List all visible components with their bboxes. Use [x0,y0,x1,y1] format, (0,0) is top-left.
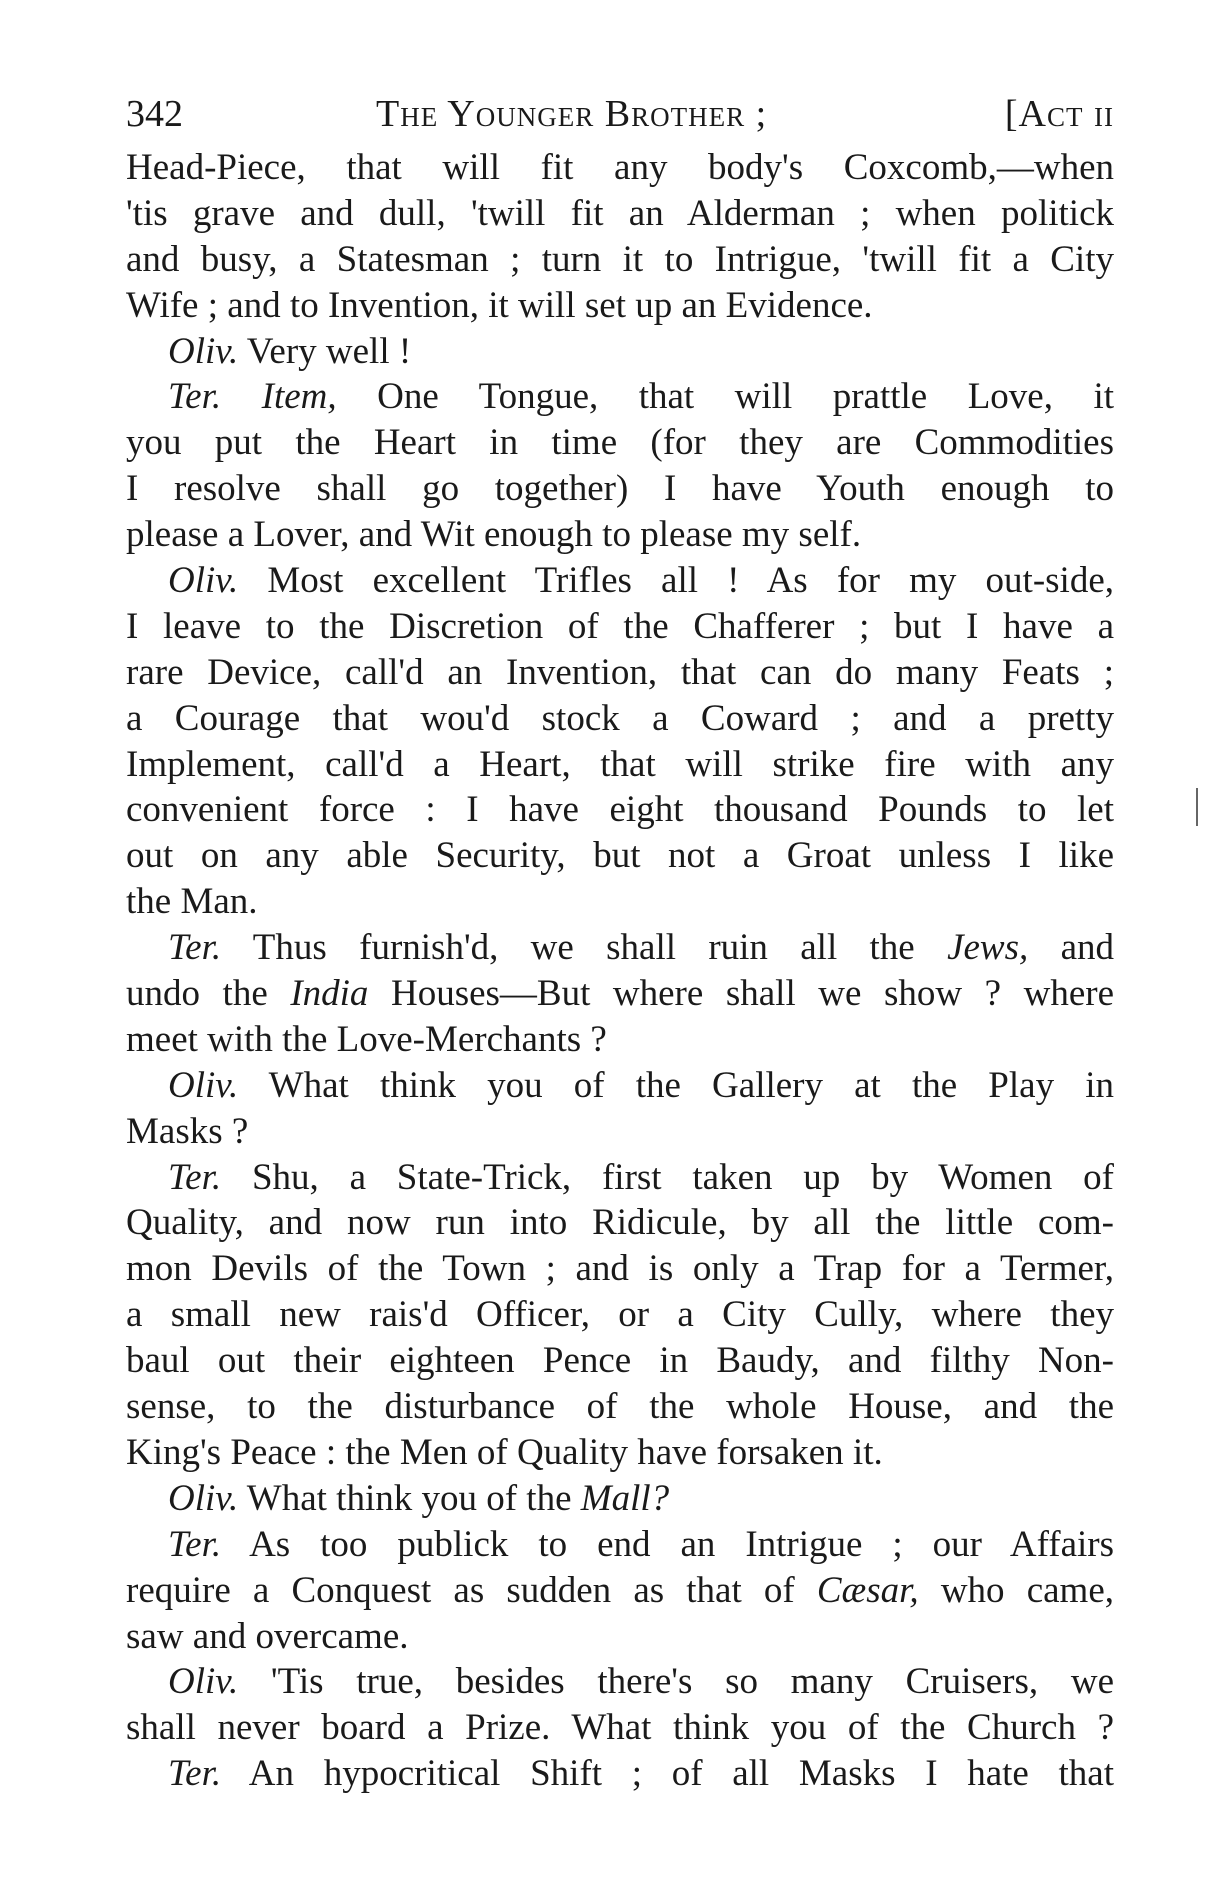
text-line [126,696,1114,742]
text-line [126,1109,1114,1155]
italic-text: Ter. [168,927,222,969]
text-line [126,1292,1114,1338]
text-run: you put the Heart in time (for they are Commodities [126,422,1114,464]
act-label: [Act ii [1004,93,1114,135]
text-line [126,879,1114,925]
text-run: sense, to the disturbance of the whole House, and the [126,1386,1114,1428]
text-run: and busy, a Statesman ; turn it to Intrigue, 'twill fit a City [126,238,1114,280]
text-run: saw and overcame. [126,1615,409,1657]
text-line [126,1430,1114,1476]
text-run: What think you of the Gallery at the Play in [238,1064,1114,1106]
italic-text: Oliv. [168,1477,239,1519]
italic-text: Ter. [168,1753,222,1795]
text-run: Thus furnish'd, we shall ruin all the [221,927,948,969]
running-header [126,92,1114,144]
text-run: require a Conquest as sudden as that of [126,1569,817,1611]
text-line [126,604,1114,650]
text-run: Masks ? [126,1110,249,1152]
italic-text: Ter. [168,376,222,418]
text-run: who came, [918,1569,1114,1611]
text-run: Quality, and now run into Ridicule, by all the little com- [126,1202,1114,1244]
text-run: One Tongue, that will prattle Love, it [336,376,1115,418]
text-run: convenient force : I have eight thousand Pounds to let [126,789,1114,831]
text-run: Very well ! [238,330,412,372]
text-line [126,1522,1114,1568]
italic-text: Cæsar, [816,1569,919,1611]
text-line [126,191,1114,237]
text-run: please a Lover, and Wit enough to please my self. [126,514,862,556]
running-title: The Younger Brother ; [376,93,768,135]
text-run: out on any able Security, but not a Groat unless I like [126,835,1114,877]
text-line [126,1246,1114,1292]
text-run: the Man. [126,881,258,923]
text-line [126,283,1114,329]
text-run: As too publick to end an Intrigue ; our Affairs [221,1523,1114,1565]
play-text [126,145,1114,1797]
italic-text: Oliv. [168,1661,239,1703]
text-run: What think you of the [238,1477,581,1519]
italic-text: Ter. [168,1156,222,1198]
text-run: baul out their eighteen Pence in Baudy, and filthy Non- [126,1340,1114,1382]
text-run: Shu, a State-Trick, first taken up by Women of [221,1156,1114,1198]
text-run: 'Tis true, besides there's so many Cruisers, we [238,1661,1114,1703]
text-run: An hypocritical Shift ; of all Masks I hate that [221,1753,1114,1795]
text-run: I resolve shall go together) I have Youth enough to [126,468,1114,510]
text-line [126,1476,1114,1522]
text-line [126,374,1114,420]
text-run: rare Device, call'd an Invention, that can do many Feats ; [126,651,1114,693]
italic-text: Item, [261,376,337,418]
text-line [126,650,1114,696]
italic-text: Oliv. [168,330,239,372]
text-line [126,1568,1114,1614]
text-line [126,925,1114,971]
text-line [126,145,1114,191]
text-run: I leave to the Discretion of the Chafferer ; but I have a [126,605,1114,647]
text-run: Head-Piece, that will fit any body's Coxcomb,—when [126,147,1114,188]
text-line [126,558,1114,604]
text-line [126,1338,1114,1384]
text-line [126,1705,1114,1751]
text-run: Wife ; and to Invention, it will set up an Evidence. [126,284,873,326]
italic-text: Oliv. [168,560,239,602]
page-number: 342 [126,93,183,135]
text-line [126,237,1114,283]
text-line [126,742,1114,788]
text-run: shall never board a Prize. What think you of the Church ? [126,1707,1114,1749]
text-line [126,1384,1114,1430]
text-line [126,466,1114,512]
text-run: Most excellent Trifles all ! As for my out-side, [238,560,1114,602]
text-line [126,833,1114,879]
text-run: and [1028,927,1114,969]
text-line [126,1063,1114,1109]
text-line [126,1659,1114,1705]
italic-text: Oliv. [168,1064,239,1106]
text-run: meet with the Love-Merchants ? [126,1018,607,1060]
text-run: Implement, call'd a Heart, that will strike fire with any [126,743,1114,785]
italic-text: Ter. [168,1523,222,1565]
text-run: a small new rais'd Officer, or a City Cully, where they [126,1294,1114,1336]
italic-text: India [290,973,369,1015]
italic-text: Jews, [947,927,1029,969]
text-line [126,787,1114,833]
italic-text: Mall? [580,1477,670,1519]
text-run: a Courage that wou'd stock a Coward ; and a pretty [126,697,1114,739]
text-line [126,329,1114,375]
text-line [126,512,1114,558]
text-run: 'tis grave and dull, 'twill fit an Alderman ; when politick [126,192,1114,234]
text-line [126,1200,1114,1246]
text-run: King's Peace : the Men of Quality have forsaken it. [126,1431,883,1473]
text-run: undo the [126,973,291,1015]
text-line [126,1614,1114,1660]
text-run: Houses—But where shall we show ? where [368,973,1114,1015]
text-run: mon Devils of the Town ; and is only a Trap for a Termer, [126,1248,1114,1290]
text-line [126,1751,1114,1797]
text-run [221,376,261,417]
margin-mark [1196,788,1198,826]
text-line [126,971,1114,1017]
text-line [126,1017,1114,1063]
text-line [126,1155,1114,1201]
text-line [126,420,1114,466]
